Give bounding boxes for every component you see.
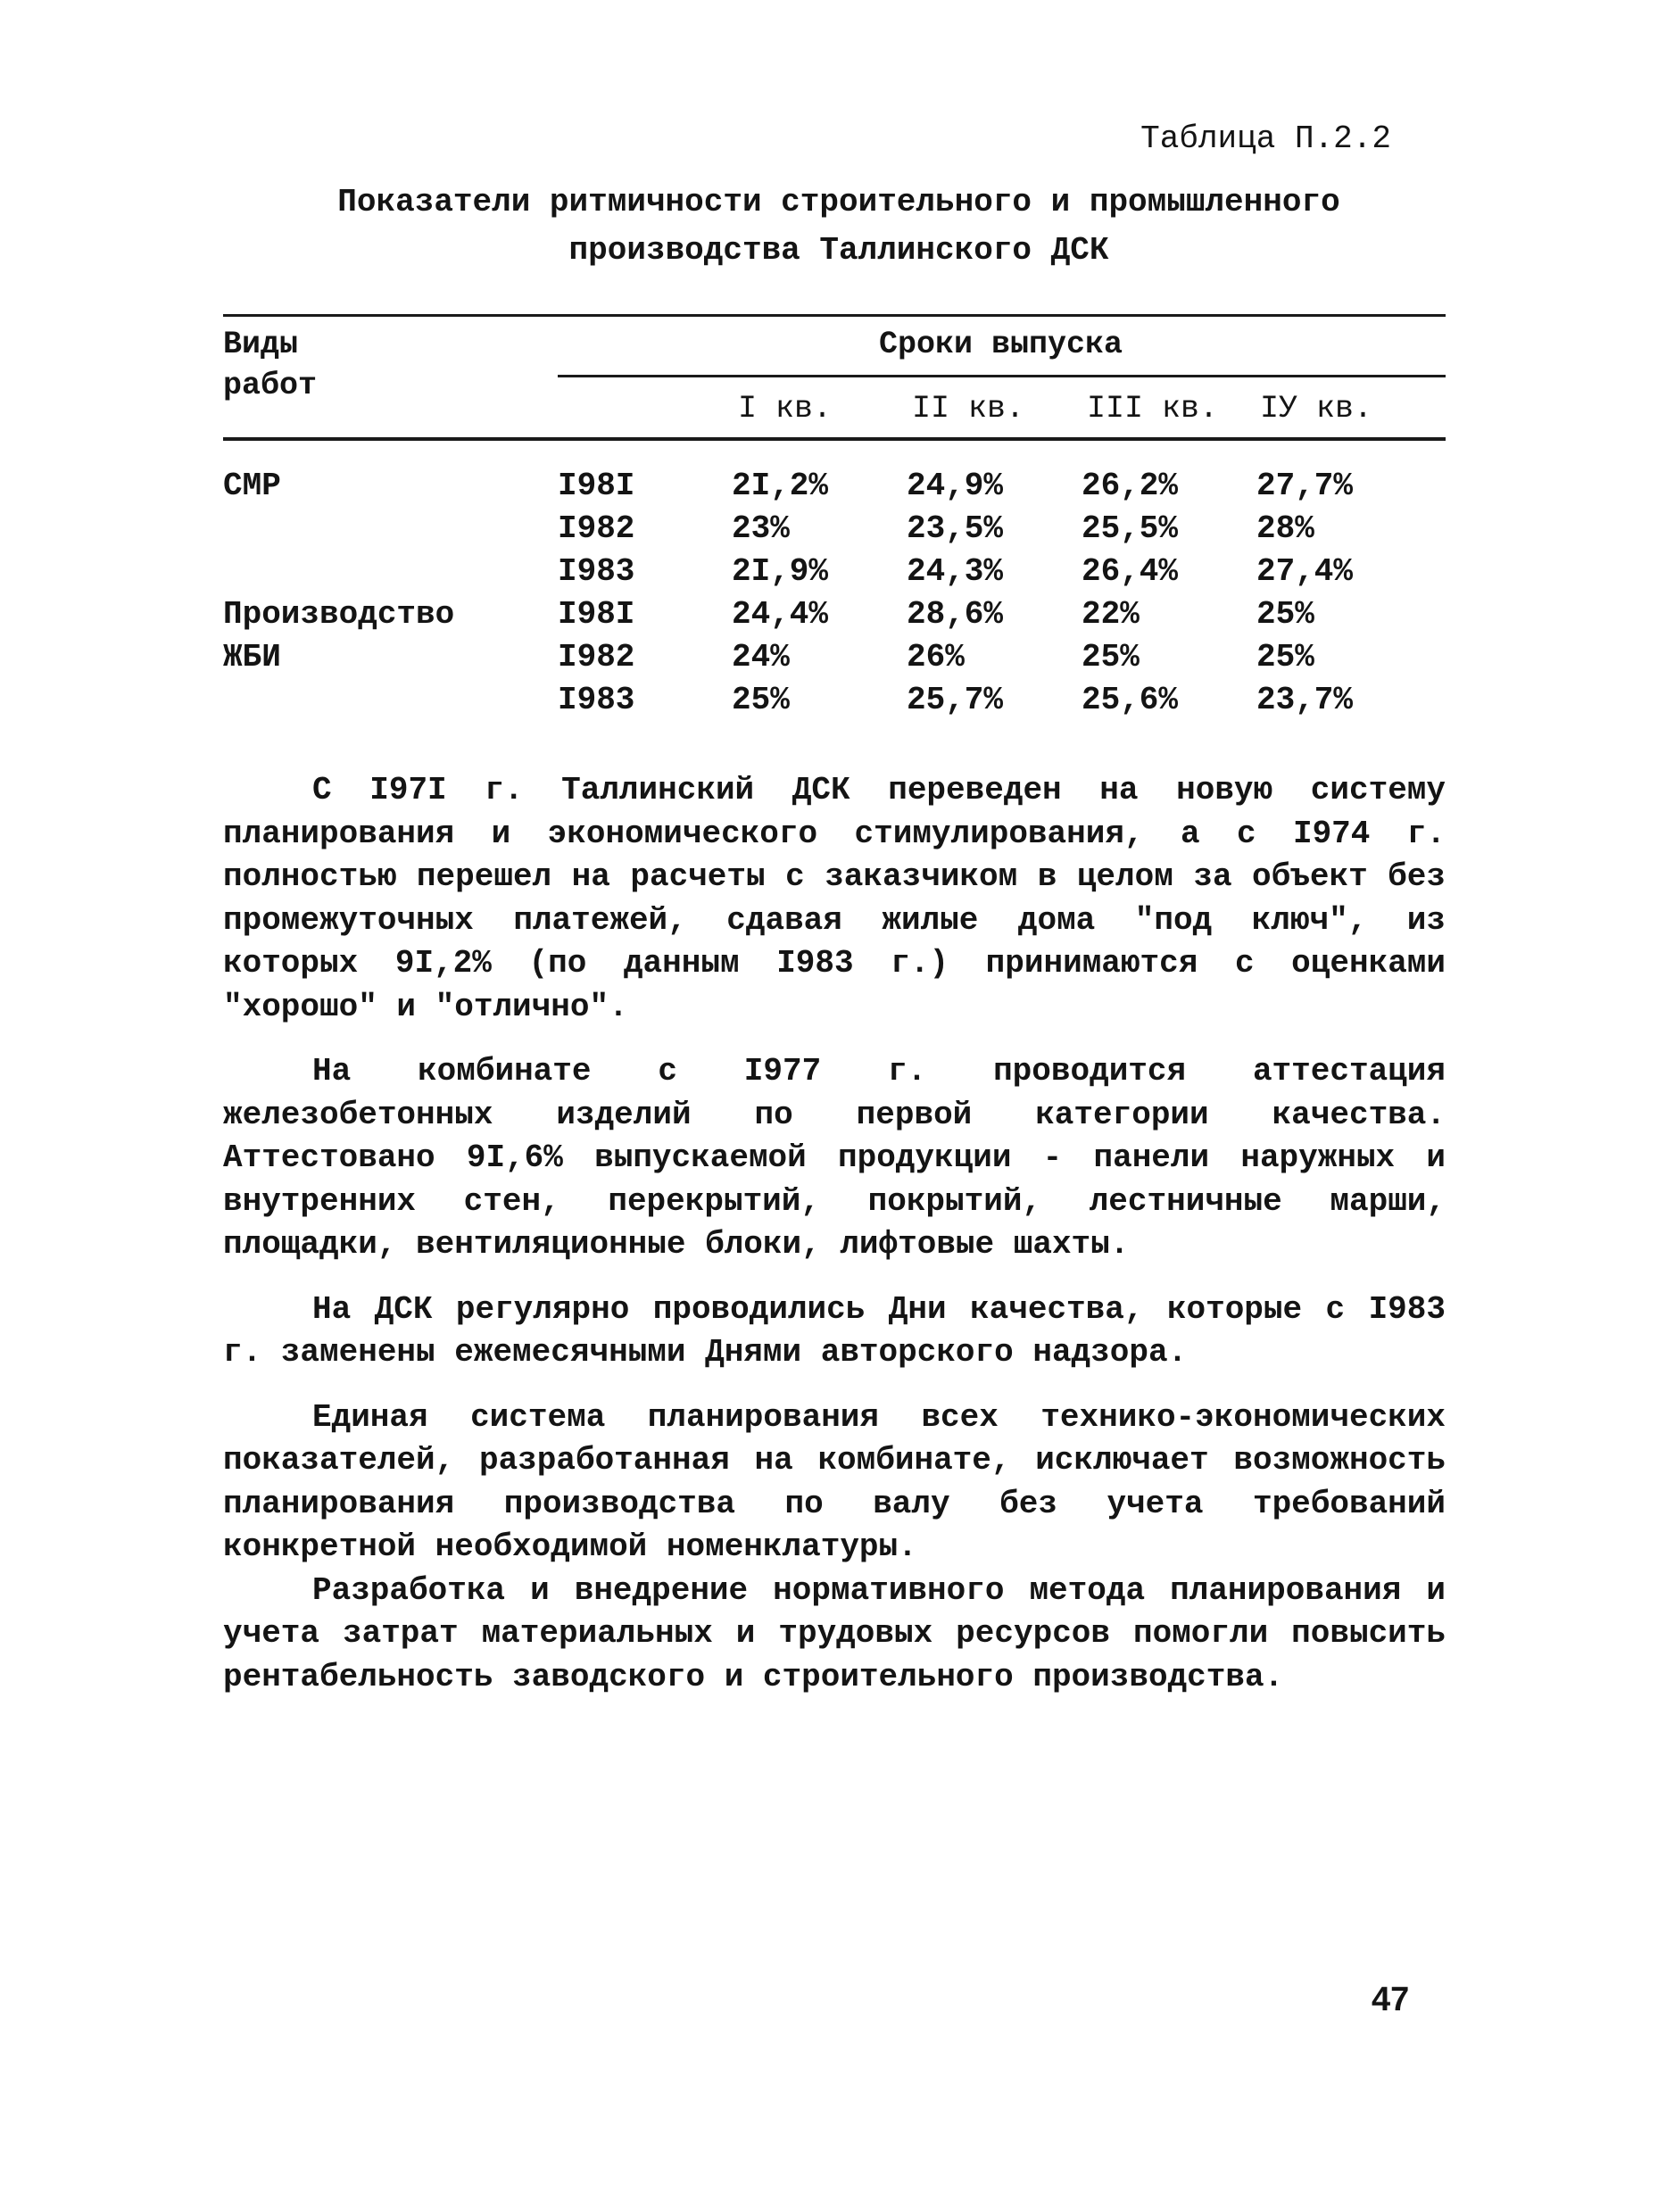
row-year: I982 (558, 639, 635, 675)
row-value-q3: 22% (1082, 596, 1140, 633)
header-quarter-4: IУ кв. (1260, 391, 1373, 427)
row-value-q2: 25,7% (907, 682, 1004, 718)
row-value-q4: 28% (1256, 510, 1314, 547)
row-value-q2: 26% (907, 639, 965, 675)
row-value-q1: 25% (732, 682, 790, 718)
paragraph: На комбинате с I977 г. проводится аттестация железобетонных изделий по первой категории качества. Аттестовано 9I,6% выпускаемой продукции - панели наружных и внутренних стен, перекрытий, покрытий, лестничные марши, площадки, вентиляционные блоки, лифтовые шахты. (223, 1053, 1446, 1263)
row-year: I983 (558, 682, 635, 718)
header-quarter-3: III кв. (1087, 391, 1219, 427)
category-label-line2: ЖБИ (223, 639, 281, 675)
row-value-q2: 23,5% (907, 510, 1004, 547)
row-value-q3: 25% (1082, 639, 1140, 675)
header-quarter-1: I кв. (738, 391, 833, 427)
row-value-q4: 25% (1256, 596, 1314, 633)
row-value-q3: 25,6% (1082, 682, 1179, 718)
category-label: СМР (223, 468, 281, 504)
header-group: Сроки выпуска (879, 327, 1123, 362)
row-value-q3: 25,5% (1082, 510, 1179, 547)
row-year: I98I (558, 468, 635, 504)
row-value-q2: 24,9% (907, 468, 1004, 504)
table-top-rule (223, 314, 1446, 317)
row-value-q1: 2I,9% (732, 553, 829, 590)
row-value-q4: 25% (1256, 639, 1314, 675)
paragraph: На ДСК регулярно проводились Дни качества, которые с I983 г. заменены ежемесячными Днями авторского надзора. (223, 1290, 1446, 1371)
header-group-rule (558, 375, 1446, 377)
caption-line-1: Показатели ритмичности строительного и промышленного (337, 184, 1340, 220)
row-value-q4: 23,7% (1256, 682, 1354, 718)
row-value-q4: 27,7% (1256, 468, 1354, 504)
row-year: I98I (558, 596, 635, 633)
header-col-type-line2: работ (223, 368, 318, 403)
row-value-q1: 2I,2% (732, 468, 829, 504)
header-bottom-rule (223, 437, 1446, 441)
paragraph: С I97I г. Таллинский ДСК переведен на новую систему планирования и экономического стимулирования, а с I974 г. полностью перешел на расчеты с заказчиком в целом за объект без промежуточных платежей, сдавая жилые дома "под ключ", из которых 9I,2% (по данным I983 г.) принимаются с оценками "хорошо" и "отлично". (223, 772, 1446, 1025)
row-year: I983 (558, 553, 635, 590)
header-col-type-line1: Виды (223, 327, 299, 362)
header-quarter-2: II кв. (912, 391, 1025, 427)
caption-line-2: производства Таллинского ДСК (568, 232, 1109, 269)
row-value-q1: 24% (732, 639, 790, 675)
row-value-q3: 26,4% (1082, 553, 1179, 590)
table-label: Таблица П.2.2 (1140, 120, 1391, 157)
paragraph: Единая система планирования всех технико-экономических показателей, разработанная на комбинате, исключает возможность планирования производства по валу без учета требований конкретной необходимой номенклатуры. (223, 1398, 1446, 1565)
row-year: I982 (558, 510, 635, 547)
row-value-q1: 24,4% (732, 596, 829, 633)
row-value-q2: 28,6% (907, 596, 1004, 633)
row-value-q1: 23% (732, 510, 790, 547)
row-value-q4: 27,4% (1256, 553, 1354, 590)
row-value-q3: 26,2% (1082, 468, 1179, 504)
row-value-q2: 24,3% (907, 553, 1004, 590)
body-text (223, 769, 1446, 1699)
table-caption (223, 178, 1455, 275)
paragraph: Разработка и внедрение нормативного метода планирования и учета затрат материальных и трудовых ресурсов помогли повысить рентабельность заводского и строительного производства. (223, 1571, 1446, 1695)
page-number: 47 (1372, 1981, 1410, 2018)
category-label: Производство (223, 596, 455, 633)
